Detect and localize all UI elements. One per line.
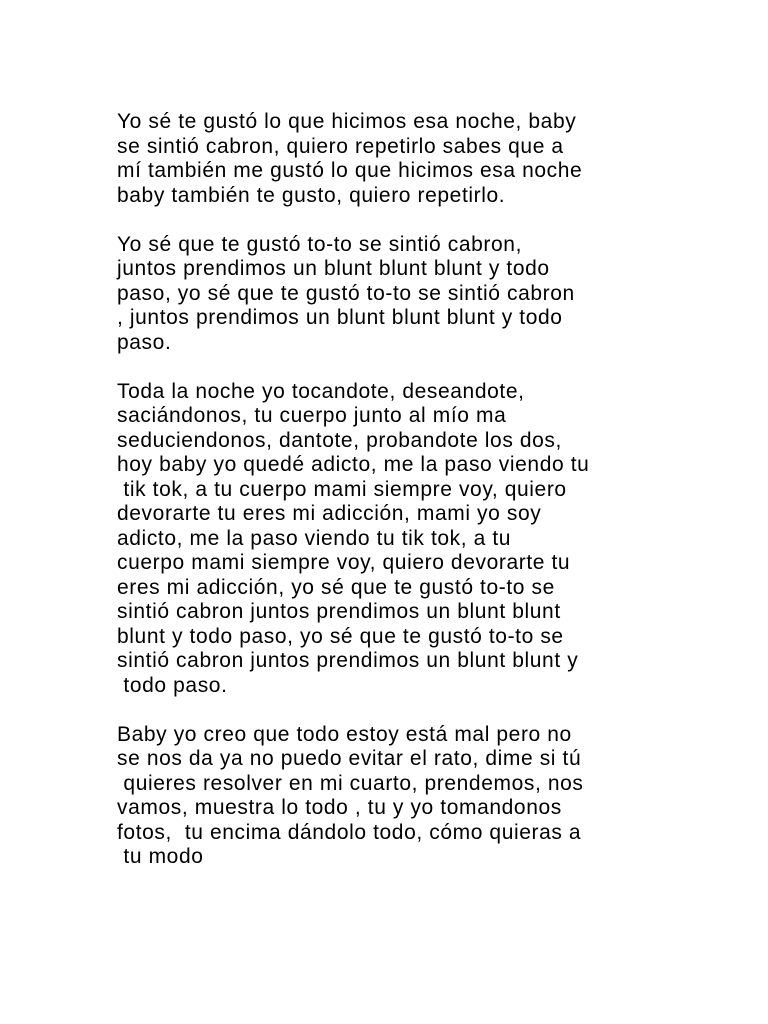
text-line: sintió cabron juntos prendimos un blunt blunt [117,600,561,623]
text-line: hoy baby yo quedé adicto, me la paso viendo tu [117,453,590,476]
text-line: Toda la noche yo tocandote, deseandote, [117,379,525,403]
text-line: devorarte tu eres mi adicción, mami yo soy [117,502,542,525]
text-line: Baby yo creo que todo estoy está mal pero no [117,722,572,746]
text-line: Yo sé que te gustó to-to se sintió cabron, [117,232,523,256]
paragraph-3 [117,380,677,699]
text-line: paso. [117,330,172,354]
text-line: quieres resolver en mi cuarto, prendemos, nos [117,771,584,795]
text-line: blunt y todo paso, yo sé que te gustó to-to se [117,624,564,648]
text-line: juntos prendimos un blunt blunt blunt y todo [117,257,550,280]
paragraph-1 [117,110,677,208]
text-line: sintió cabron juntos prendimos un blunt blunt y [117,649,579,672]
lyrics-text-block [117,110,677,894]
text-line: fotos, tu encima dándolo todo, cómo quieras a [117,820,582,844]
text-line: saciándonos, tu cuerpo junto al mío ma [117,404,507,427]
text-line: mí también me gustó lo que hicimos esa noche [117,159,583,182]
text-line: adicto, me la paso viendo tu tik tok, a tu [117,526,512,550]
text-line: seduciendonos, dantote, probandote los dos, [117,428,562,452]
text-line: vamos, muestra lo todo , tu y yo tomandonos [117,796,562,819]
text-line: todo paso. [117,673,228,697]
text-line: tik tok, a tu cuerpo mami siempre voy, quiero [117,477,567,501]
text-line: cuerpo mami siempre voy, quiero devorarte tu [117,551,571,574]
text-line: se sintió cabron, quiero repetirlo sabes que a [117,134,564,158]
paragraph-2 [117,233,677,356]
text-line: tu modo [117,845,204,868]
text-line: paso, yo sé que te gustó to-to se sintió cabron [117,281,575,305]
text-line: baby también te gusto, quiero repetirlo. [117,183,506,207]
text-line: eres mi adicción, yo sé que te gustó to-to se [117,575,555,599]
text-line: , juntos prendimos un blunt blunt blunt y todo [117,306,563,329]
text-line: Yo sé te gustó lo que hicimos esa noche, baby [117,110,577,133]
paragraph-4 [117,723,677,870]
text-line: se nos da ya no puedo evitar el rato, dime si tú [117,747,582,770]
